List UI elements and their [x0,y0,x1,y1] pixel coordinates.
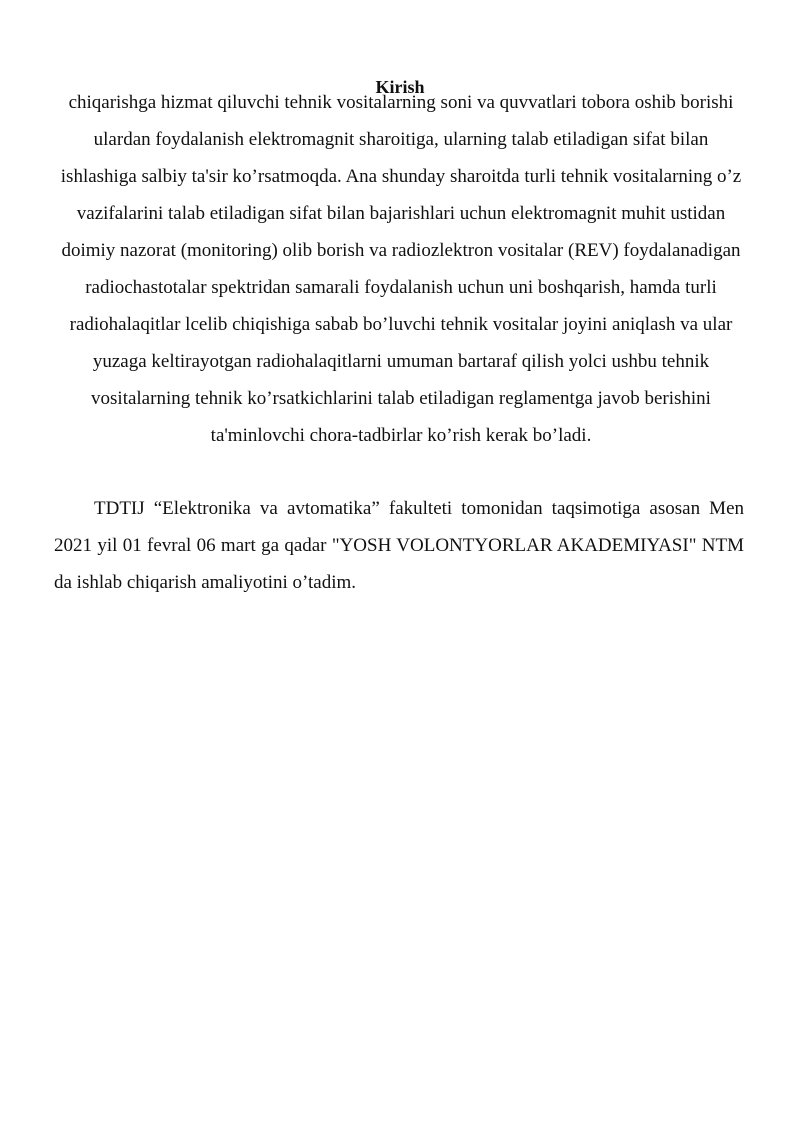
body-paragraph-intro: chiqarishga hizmat qiluvchi tehnik vositalarning soni va quvvatlari tobora oshib borishi ulardan foydalanish elektromagnit sharoitiga, ularning talab etiladigan sifat bilan ishlashiga salbiy ta'sir ko’rsatmoqda. Ana shunday sharoitda turli tehnik vositalarning o’z vazifalarini talab etiladigan sifat bilan bajarishlari uchun elektromagnit muhit ustidan doimiy nazorat (monitoring) olib borish va radiozlektron vositalar (REV) foydalanadigan radiochastotalar spektridan samarali foydalanish uchun uni boshqarish, hamda turli radiohalaqitlar lcelib chiqishiga sabab bo’luvchi tehnik vositalar joyini aniqlash va ular yuzaga keltirayotgan radiohalaqitlarni umuman bartaraf qilish yolci ushbu tehnik vositalarning tehnik ko’rsatkichlarini talab etiladigan reglamentga javob berishini ta'minlovchi chora-tadbirlar ko’rish kerak bo’ladi. [60,92,742,446]
body-paragraph-internship: TDTIJ “Elektronika va avtomatika” fakulteti tomonidan taqsimotiga asosan Men 2021 yil 01 fevral 06 mart ga qadar "YOSH VOLONTYORLAR AKADEMIYASI" NTM da ishlab chiqarish amaliyotini o’tadim. [54,498,744,593]
section-heading: Kirish [375,77,425,97]
